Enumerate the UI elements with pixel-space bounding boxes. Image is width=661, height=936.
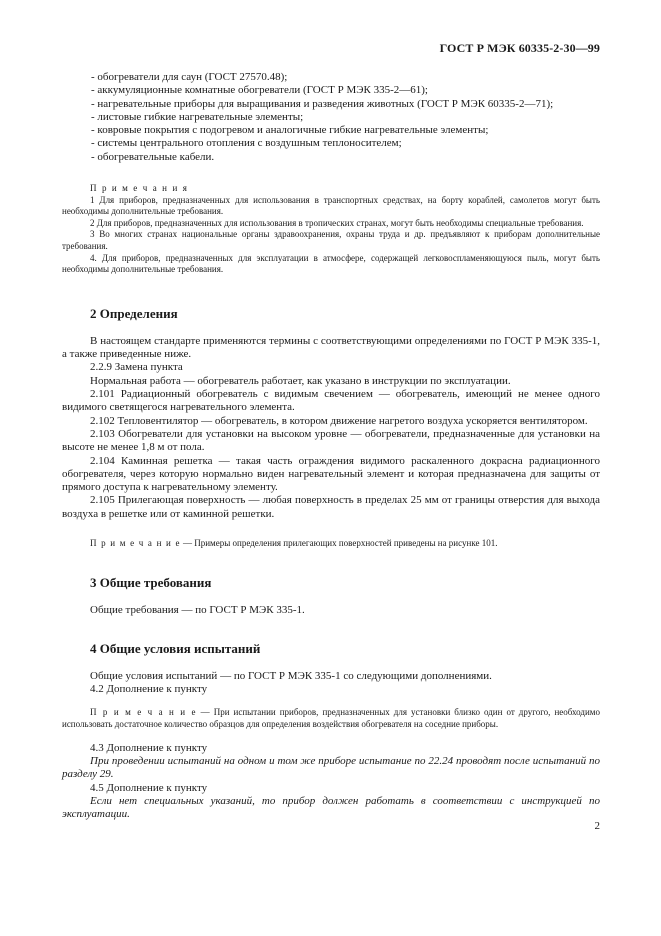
- definition-2-105: 2.105 Прилегающая поверхность — любая поверхность в пределах 25 мм от границы отверстия для выхода воздуха в решетке или от каминной решетки.: [62, 494, 600, 520]
- subclause-4-5-text: Если нет специальных указаний, то прибор должен работать в соответствии с инструкцией по эксплуатации.: [62, 794, 600, 821]
- list-item: - ковровые покрытия с подогревом и аналогичные гибкие нагревательные элементы;: [91, 124, 489, 137]
- note-label: П р и м е ч а н и е: [90, 707, 197, 718]
- notes-title: П р и м е ч а н и я: [90, 183, 189, 194]
- section-2-intro: В настоящем стандарте применяются термины с соответствующими определениями по ГОСТ Р МЭК 335-1, а также приведенные ниже.: [62, 334, 600, 361]
- definition-2-103: 2.103 Обогреватели для установки на высоком уровне — обогреватели, предназначенные для установки на высоте не менее 1,8 м от пола.: [62, 427, 600, 454]
- list-item: - листовые гибкие нагревательные элементы;: [91, 110, 304, 123]
- subclause-4-3-text: При проведении испытаний на одном и том же приборе испытание по 22.24 проводят после испытаний по разделу 29.: [62, 754, 600, 781]
- list-item: - обогреватели для саун (ГОСТ 27570.48);: [91, 71, 288, 83]
- document-body: [62, 71, 600, 821]
- definition-2-101: 2.101 Радиационный обогреватель с видимым свечением — обогреватель, имеющий не менее одного видимого светящегося нагревательного элемента.: [62, 388, 600, 414]
- section-4-text: Общие условия испытаний — по ГОСТ Р МЭК 335-1 со следующими дополнениями.: [90, 669, 492, 682]
- section-4-heading: 4 Общие условия испытаний: [90, 640, 261, 656]
- list-item: - аккумуляционные комнатные обогреватели (ГОСТ Р МЭК 335-2—61);: [91, 84, 428, 97]
- page-number: 2: [594, 820, 600, 832]
- subclause-2-2-9: 2.2.9 Замена пункта: [90, 361, 183, 374]
- definition-2-2-9: Нормальная работа — обогреватель работает, как указано в инструкции по эксплуатации.: [90, 374, 511, 387]
- subclause-4-3: 4.3 Дополнение к пункту: [90, 741, 208, 754]
- section-2-heading: 2 Определения: [90, 305, 178, 321]
- list-item: - нагревательные приборы для выращивания и разведения животных (ГОСТ Р МЭК 60335-2—71);: [91, 97, 554, 110]
- note-item: 3 Во многих странах национальные органы здравоохранения, охраны труда и др. предъявляют к приборам дополнительные требования.: [62, 229, 600, 252]
- note-item: 1 Для приборов, предназначенных для использования в транспортных средствах, на борту кораблей, самолетов могут быть необходимы дополнительные требования.: [62, 194, 600, 217]
- note-text: — Примеры определения прилегающих поверхностей приведены на рисунке 101.: [180, 537, 498, 548]
- note-item: 2 Для приборов, предназначенных для использования в тропических странах, могут быть необходимы специальные требования.: [90, 217, 584, 228]
- list-item: - системы центрального отопления с воздушным теплоносителем;: [91, 137, 402, 150]
- note-label: П р и м е ч а н и е: [90, 537, 181, 548]
- subclause-4-2: 4.2 Дополнение к пункту: [90, 683, 208, 696]
- exclusions-list: [62, 71, 600, 164]
- note-text: — При испытании приборов, предназначенных для установки близко один от другого, необходимо использовать достаточное количество образцов для определения воздействия обогревателя на соседние приборы.: [62, 707, 600, 730]
- definition-2-104: 2.104 Каминная решетка — такая часть ограждения видимого раскаленного докрасна радиационного обогревателя, через которую нормально виден нагревательный элемент и которая предназначена для защиты от прямого доступа к нагревательному элементу.: [62, 454, 600, 494]
- section-2-note: [62, 538, 600, 550]
- section-3-text: Общие требования — по ГОСТ Р МЭК 335-1.: [90, 603, 305, 616]
- list-item: - обогревательные кабели.: [91, 150, 215, 163]
- definition-2-102: 2.102 Тепловентилятор — обогреватель, в котором движение нагретого воздуха ускоряется вентилятором.: [90, 414, 588, 427]
- section-3-heading: 3 Общие требования: [90, 574, 212, 590]
- note-item: 4. Для приборов, предназначенных для эксплуатации в атмосфере, содержащей легковоспламеняющуюся пыль, могут быть необходимы дополнительные требования.: [62, 252, 600, 275]
- document-header: ГОСТ Р МЭК 60335-2-30—99: [439, 41, 600, 55]
- notes-block: [62, 183, 600, 276]
- subclause-4-5: 4.5 Дополнение к пункту: [90, 781, 208, 794]
- section-4-note: [62, 707, 600, 730]
